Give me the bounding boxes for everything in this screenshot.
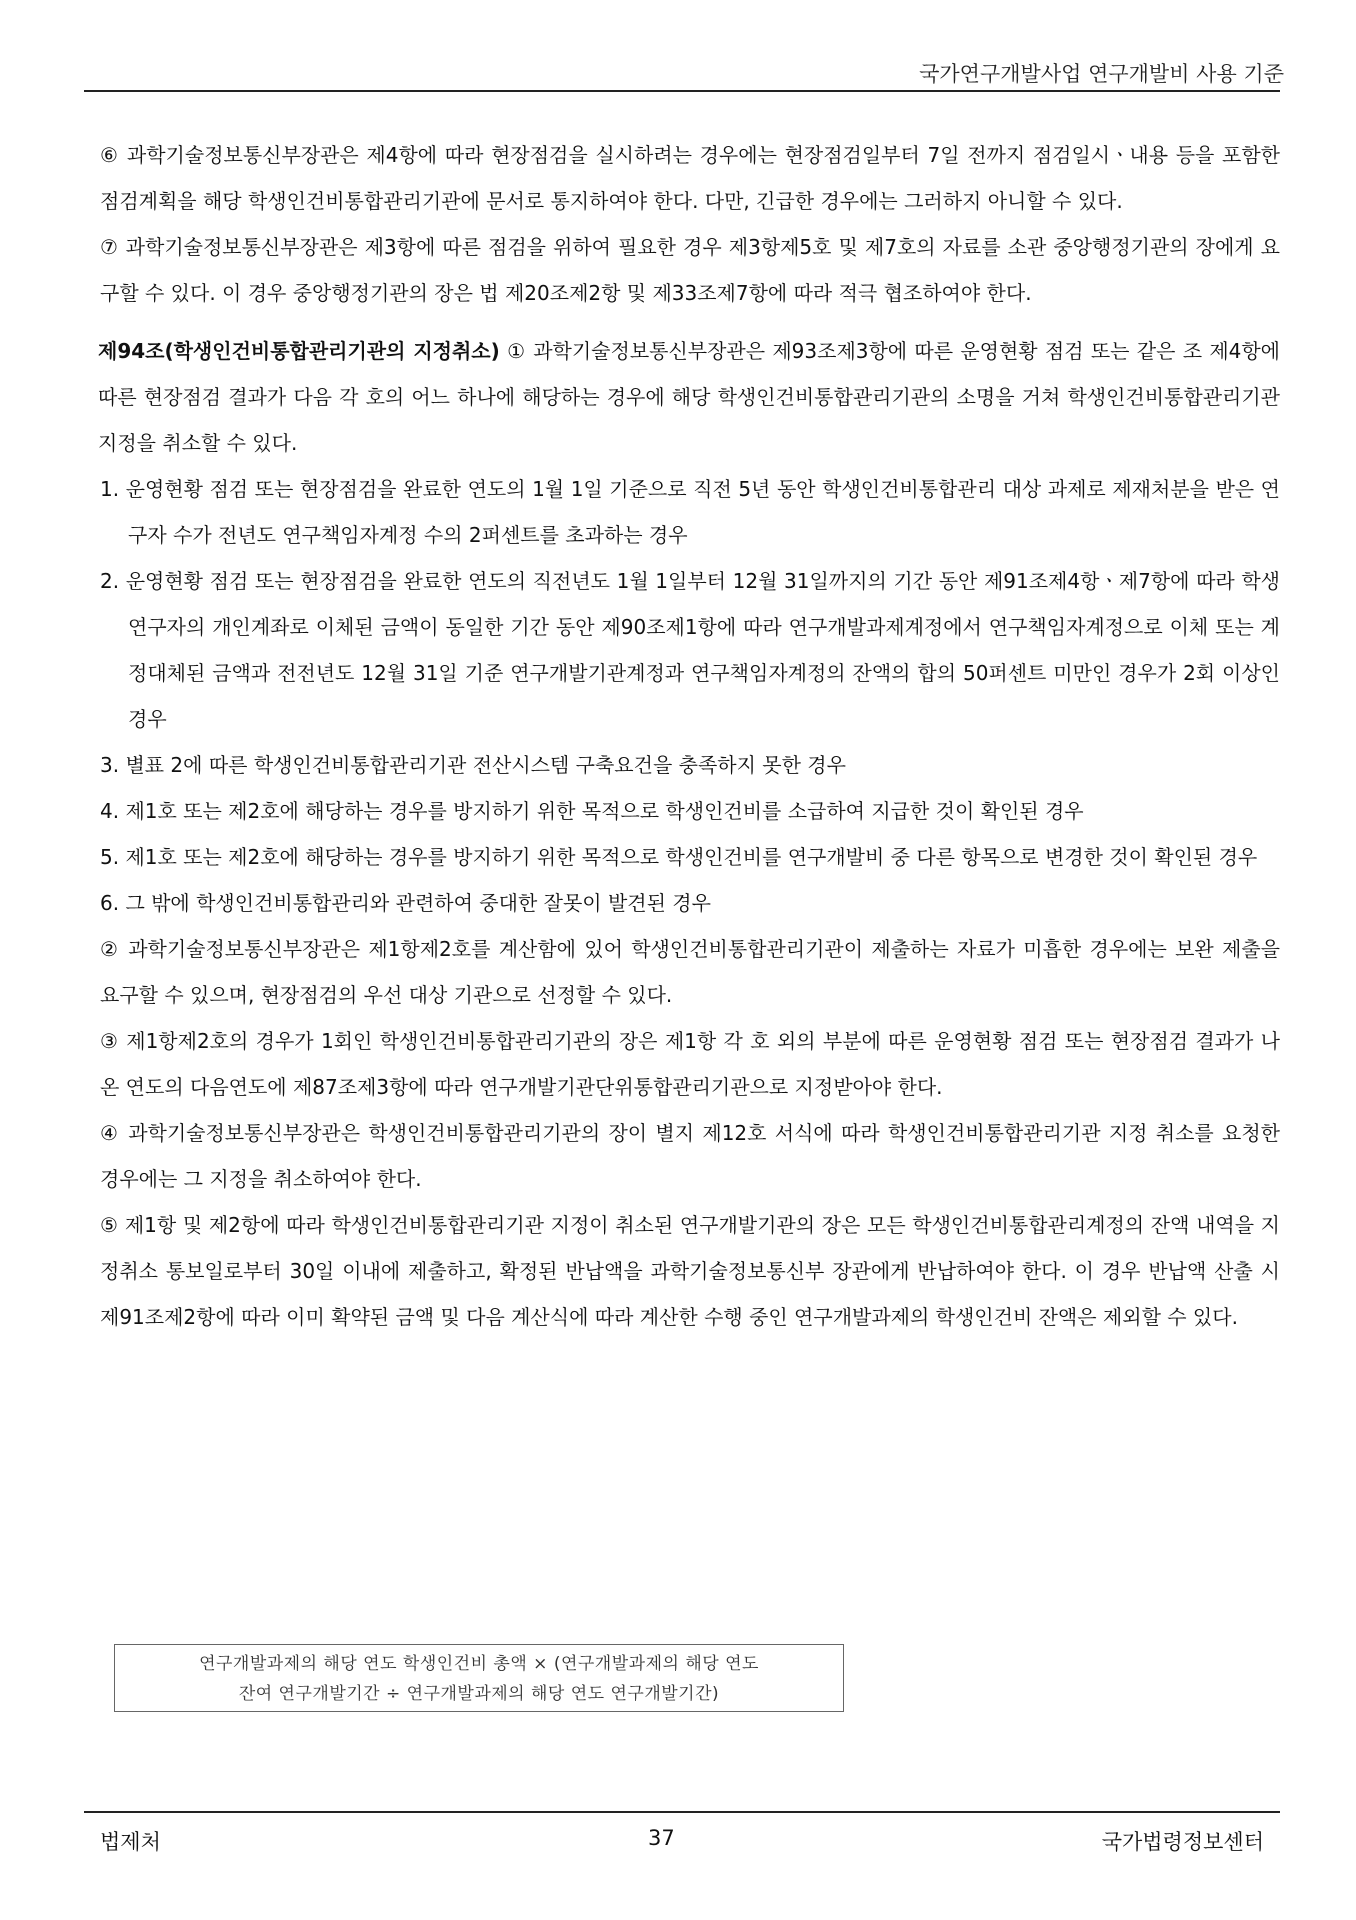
list-item-2: 2. 운영현황 점검 또는 현장점검을 완료한 연도의 직전년도 1월 1일부터 12월 31일까지의 기간 동안 제91조제4항ㆍ제7항에 따라 학생연구자의 개인계좌로 이체된 금액이 동일한 기간 동안 제90조제1항에 따라 연구개발과제계정에서 연구책임자계정으로 이체 또는 계정대체된 금액과 전전년도 12월 31일 기준 연구개발기관계정과 연구책임자계정의 잔액의 합의 50퍼센트 미만인 경우가 2회 이상인 경우 [100, 569, 1280, 731]
paragraph-7: ⑦ 과학기술정보통신부장관은 제3항에 따른 점검을 위하여 필요한 경우 제3항제5호 및 제7호의 자료를 소관 중앙행정기관의 장에게 요구할 수 있다. 이 경우 중앙행정기관의 장은 법 제20조제2항 및 제33조제7항에 따라 적극 협조하여야 한다. [100, 235, 1280, 305]
formula-box [114, 1644, 844, 1712]
list-item-6: 6. 그 밖에 학생인건비통합관리와 관련하여 중대한 잘못이 발견된 경우 [100, 891, 711, 915]
article-94-paragraph-2: ② 과학기술정보통신부장관은 제1항제2호를 계산함에 있어 학생인건비통합관리기관이 제출하는 자료가 미흡한 경우에는 보완 제출을 요구할 수 있으며, 현장점검의 우선 대상 기관으로 선정할 수 있다. [100, 937, 1280, 1007]
footer-source: 국가법령정보센터 [1101, 1830, 1264, 1854]
article-94-para1-text: ① 과학기술정보통신부장관은 제93조제3항에 따른 운영현황 점검 또는 같은 조 제4항에 따른 현장점검 결과가 다음 각 호의 어느 하나에 해당하는 경우에 해당 학생인건비통합관리기관의 소명을 거쳐 학생인건비통합관리기관 지정을 취소할 수 있다. [98, 339, 1280, 455]
footer-divider [84, 1811, 1280, 1813]
header-divider [84, 90, 1280, 92]
page-number: 37 [648, 1826, 675, 1850]
article-94-heading: 제94조(학생인건비통합관리기관의 지정취소) [98, 339, 500, 363]
article-94-paragraph-4: ④ 과학기술정보통신부장관은 학생인건비통합관리기관의 장이 별지 제12호 서식에 따라 학생인건비통합관리기관 지정 취소를 요청한 경우에는 그 지정을 취소하여야 한다. [100, 1121, 1280, 1191]
list-item-1: 1. 운영현황 점검 또는 현장점검을 완료한 연도의 1월 1일 기준으로 직전 5년 동안 학생인건비통합관리 대상 과제로 제재처분을 받은 연구자 수가 전년도 연구책임자계정 수의 2퍼센트를 초과하는 경우 [100, 477, 1280, 547]
article-94-paragraph-1 [98, 328, 1280, 466]
list-item-5: 5. 제1호 또는 제2호에 해당하는 경우를 방지하기 위한 목적으로 학생인건비를 연구개발비 중 다른 항목으로 변경한 것이 확인된 경우 [100, 845, 1258, 869]
formula-line-2: 잔여 연구개발기간 ÷ 연구개발과제의 해당 연도 연구개발기간) [238, 1684, 720, 1704]
document-body [100, 132, 1280, 1340]
article-94-paragraph-5: ⑤ 제1항 및 제2항에 따라 학생인건비통합관리기관 지정이 취소된 연구개발기관의 장은 모든 학생인건비통합관리계정의 잔액 내역을 지정취소 통보일로부터 30일 이내에 제출하고, 확정된 반납액을 과학기술정보통신부 장관에게 반납하여야 한다. 이 경우 반납액 산출 시 제91조제2항에 따라 이미 확약된 금액 및 다음 계산식에 따라 계산한 수행 중인 연구개발과제의 학생인건비 잔액은 제외할 수 있다. [100, 1213, 1280, 1329]
paragraph-6: ⑥ 과학기술정보통신부장관은 제4항에 따라 현장점검을 실시하려는 경우에는 현장점검일부터 7일 전까지 점검일시ㆍ내용 등을 포함한 점검계획을 해당 학생인건비통합관리기관에 문서로 통지하여야 한다. 다만, 긴급한 경우에는 그러하지 아니할 수 있다. [100, 143, 1280, 213]
article-94-paragraph-3: ③ 제1항제2호의 경우가 1회인 학생인건비통합관리기관의 장은 제1항 각 호 외의 부분에 따른 운영현황 점검 또는 현장점검 결과가 나온 연도의 다음연도에 제87조제3항에 따라 연구개발기관단위통합관리기관으로 지정받아야 한다. [100, 1029, 1280, 1099]
list-item-4: 4. 제1호 또는 제2호에 해당하는 경우를 방지하기 위한 목적으로 학생인건비를 소급하여 지급한 것이 확인된 경우 [100, 799, 1084, 823]
formula-line-1: 연구개발과제의 해당 연도 학생인건비 총액 × (연구개발과제의 해당 연도 [199, 1654, 759, 1674]
footer-publisher: 법제처 [100, 1830, 161, 1854]
running-header-title: 국가연구개발사업 연구개발비 사용 기준 [919, 62, 1284, 86]
list-item-3: 3. 별표 2에 따른 학생인건비통합관리기관 전산시스템 구축요건을 충족하지 못한 경우 [100, 753, 846, 777]
